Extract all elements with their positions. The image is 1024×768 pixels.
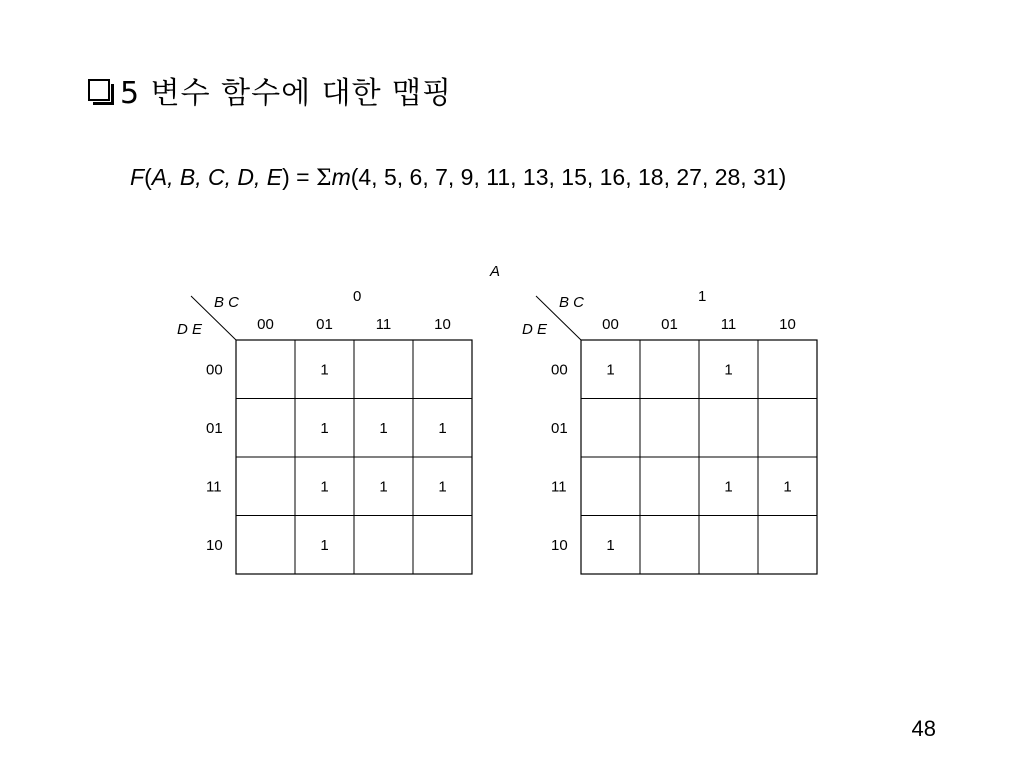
kmap-2-cell-value: 1 xyxy=(724,478,733,496)
formula-close-paren: ) xyxy=(282,164,290,190)
sigma-symbol: Σ xyxy=(316,166,332,191)
kmap-2-row-header: 01 xyxy=(551,419,568,437)
kmap-1-row-header: 00 xyxy=(206,361,223,379)
variable-a-label: A xyxy=(490,263,501,280)
kmap-1-row-header: 11 xyxy=(206,478,222,496)
kmap-1-cell-value: 1 xyxy=(320,361,329,379)
kmap-2-col-header: 11 xyxy=(720,316,737,333)
page-number: 48 xyxy=(911,716,936,741)
kmap-2-cell-value: 1 xyxy=(606,361,615,379)
kmap-1-row-header: 10 xyxy=(206,536,223,554)
formula-equals: = xyxy=(289,164,316,190)
kmap-1-col-header: 10 xyxy=(434,316,451,333)
kmap-2-row-var-label: D E xyxy=(522,321,548,338)
kmap-2-col-header: 01 xyxy=(661,316,678,333)
kmap-1-row-var-label: D E xyxy=(177,321,203,338)
kmap-1-cell-value: 1 xyxy=(379,419,388,437)
kmap-1-cell-value: 1 xyxy=(320,419,329,437)
kmap-1-col-var-label: B C xyxy=(214,294,240,311)
kmap-2-cell-value: 1 xyxy=(724,361,733,379)
kmap-1-cell-value: 1 xyxy=(438,419,447,437)
kmaps-group xyxy=(177,288,817,574)
kmap-1-cell-value: 1 xyxy=(379,478,388,496)
formula-open-paren: ( xyxy=(144,164,152,190)
minterm-list: (4, 5, 6, 7, 9, 11, 13, 15, 16, 18, 27, 28, 31) xyxy=(350,164,787,190)
kmap-2-col-var-label: B C xyxy=(559,294,585,311)
kmap-1-col-header: 11 xyxy=(375,316,392,333)
kmap-2-row-header: 11 xyxy=(551,478,567,496)
kmap-1-cell-value: 1 xyxy=(320,478,329,496)
title-text: 5 변수 함수에 대한 맵핑 xyxy=(120,76,453,111)
function-args: A, B, C, D, E xyxy=(151,164,283,190)
kmap-2-a-value-label: 1 xyxy=(698,288,707,305)
kmap-2-row-header: 10 xyxy=(551,536,568,554)
kmap-2-cell-value: 1 xyxy=(783,478,792,496)
kmap-1-row-header: 01 xyxy=(206,419,223,437)
kmap-1-cell-value: 1 xyxy=(320,536,329,554)
minterm-m: m xyxy=(331,164,351,190)
kmap-1-cell-value: 1 xyxy=(438,478,447,496)
kmap-1-col-header: 00 xyxy=(257,316,274,333)
kmap-2-row-header: 00 xyxy=(551,361,568,379)
kmap-1-col-header: 01 xyxy=(316,316,333,333)
kmap-2-col-header: 00 xyxy=(602,316,619,333)
function-name: F xyxy=(130,164,145,190)
kmap-2-cell-value: 1 xyxy=(606,536,615,554)
kmap-2-col-header: 10 xyxy=(779,316,796,333)
kmap-1-a-value-label: 0 xyxy=(353,288,362,305)
